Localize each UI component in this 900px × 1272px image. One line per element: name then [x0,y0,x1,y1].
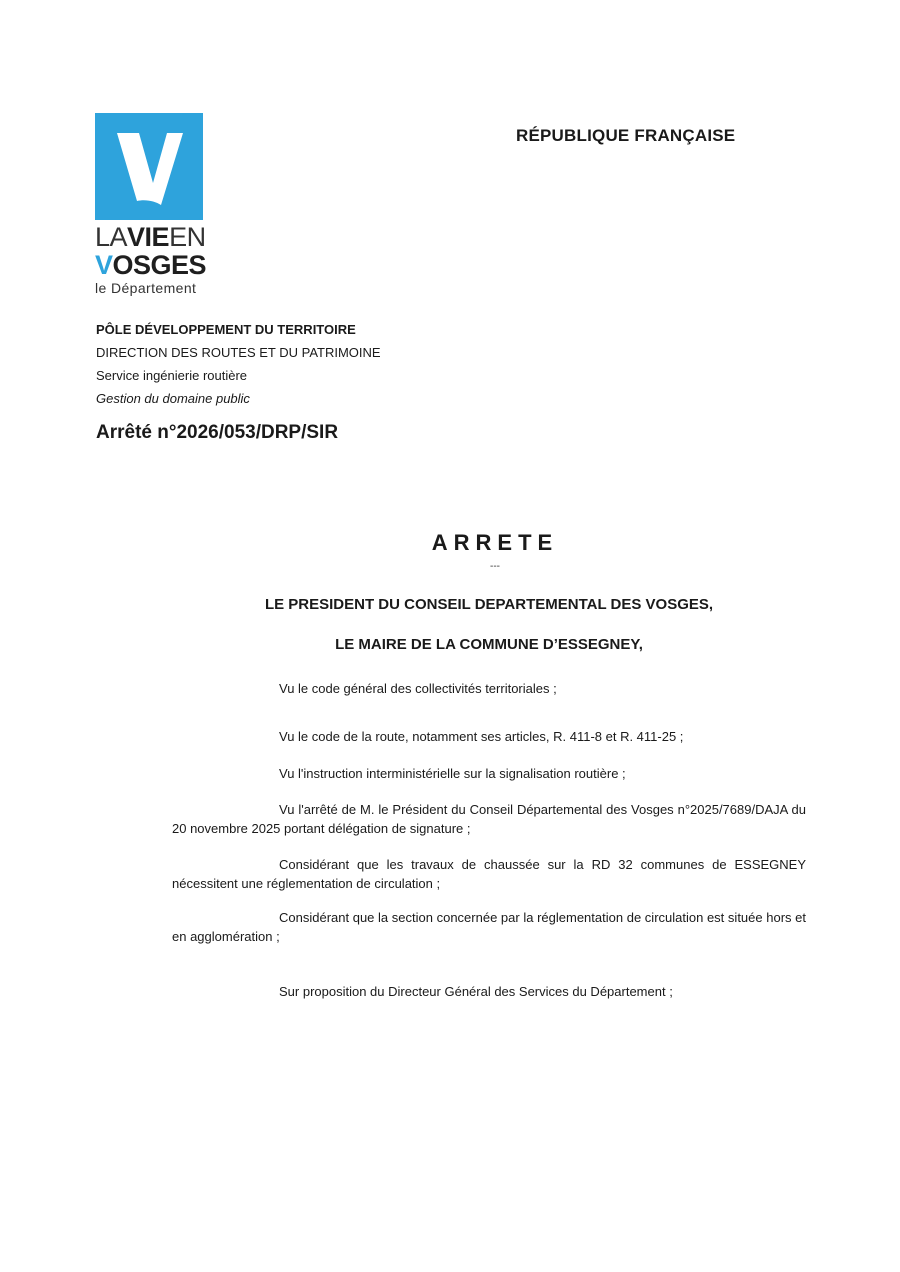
visa-paragraph: Sur proposition du Directeur Général des Services du Département ; [279,984,673,999]
service-block [96,318,381,410]
pole-name: PÔLE DÉVELOPPEMENT DU TERRITOIRE [96,322,356,337]
arrete-title: ARRETE [431,530,559,555]
visa-paragraph: Vu le code de la route, notamment ses articles, R. 411-8 et R. 411-25 ; [279,729,684,744]
maire-heading: LE MAIRE DE LA COMMUNE D’ESSEGNEY, [335,636,643,653]
direction-name: DIRECTION DES ROUTES ET DU PATRIMOINE [96,345,381,360]
republique-francaise-heading: RÉPUBLIQUE FRANÇAISE [516,126,736,145]
visa-paragraph: Vu l'instruction interministérielle sur la signalisation routière ; [279,766,626,781]
department-logo [95,113,210,297]
visa-paragraph: Vu le code général des collectivités territoriales ; [279,681,557,696]
visa-paragraph: Considérant que les travaux de chaussée sur la RD 32 communes de ESSEGNEY nécessitent une réglementation de circulation ; [172,857,806,891]
visa-paragraph: Considérant que la section concernée par la réglementation de circulation est située hors et en agglomération ; [172,910,806,944]
logo-text-vosges: VOSGES [95,250,207,280]
service-name: Service ingénierie routière [96,368,248,383]
logo-text-departement: le Département [95,280,197,296]
president-heading: LE PRESIDENT DU CONSEIL DEPARTEMENTAL DES VOSGES, [264,596,714,613]
visa-paragraph: Vu l'arrêté de M. le Président du Conseil Départemental des Vosges n°2025/7689/DAJA du 20 novembre 2025 portant délégation de signature ; [172,802,806,836]
gestion-name: Gestion du domaine public [96,391,250,406]
logo-text-la-vie-en: LAVIEEN [95,222,206,252]
title-separator: --- [490,561,500,572]
arrete-number: Arrêté n°2026/053/DRP/SIR [96,422,339,443]
v-logo-icon [95,113,203,220]
